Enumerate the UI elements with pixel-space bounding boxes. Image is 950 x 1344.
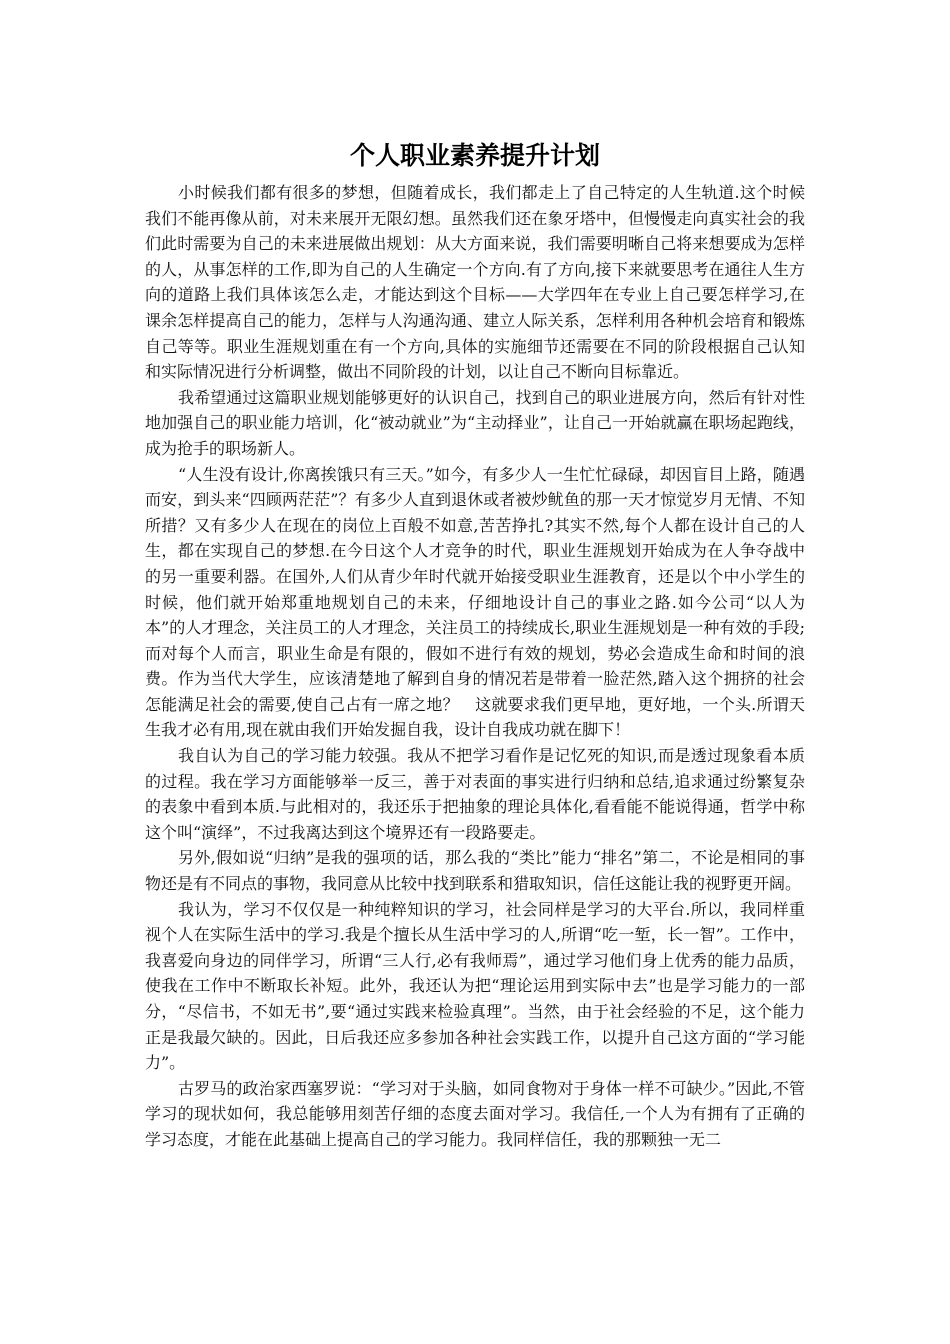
paragraph: 另外,假如说“归纳”是我的强项的话，那么我的“类比”能力“排名”第二，不论是相同的事物还是有不同点的事物，我同意从比较中找到联系和猎取知识，信任这能让我的视野更开阔。 <box>145 848 805 894</box>
document-body <box>145 180 805 1153</box>
paragraph: “人生没有设计,你离挨饿只有三天。”如今，有多少人一生忙忙碌碌，却因盲目上路，随遇而安，到头来“四顾两茫茫”？有多少人直到退休或者被炒鱿鱼的那一天才惊觉岁月无情、不知所措？又有多少人在现在的岗位上百般不如意,苦苦挣扎?其实不然,每个人都在设计自己的人生，都在实现自己的梦想.在今日这个人才竞争的时代，职业生涯规划开始成为在人争夺战中的另一重要利器。在国外,人们从青少年时代就开始接受职业生涯教育，还是以个中小学生的时候，他们就开始郑重地规划自己的未来，仔细地设计自己的事业之路.如今公司“以人为本”的人才理念，关注员工的人才理念，关注员工的持续成长,职业生涯规划是一种有效的手段;而对每个人而言，职业生命是有限的，假如不进行有效的规划，势必会造成生命和时间的浪费。作为当代大学生，应该清楚地了解到自身的情况若是带着一脸茫然,踏入这个拥挤的社会怎能满足社会的需要,使自己占有一席之地？ 这就要求我们更早地，更好地，一个头.所谓天生我才必有用,现在就由我们开始发掘自我，设计自我成功就在脚下！ <box>145 464 805 740</box>
paragraph: 古罗马的政治家西塞罗说：“学习对于头脑，如同食物对于身体一样不可缺少。”因此,不管学习的现状如何，我总能够用刻苦仔细的态度去面对学习。我信任,一个人为有拥有了正确的学习态度，才能在此基础上提高自己的学习能力。我同样信任，我的那颗独一无二 <box>145 1078 805 1149</box>
paragraph: 我认为，学习不仅仅是一种纯粹知识的学习，社会同样是学习的大平台.所以，我同样重视个人在实际生活中的学习.我是个擅长从生活中学习的人,所谓“吃一堑，长一智”。工作中，我喜爱向身边的同伴学习，所谓“三人行,必有我师焉”，通过学习他们身上优秀的能力品质，使我在工作中不断取长补短。此外，我还认为把“理论运用到实际中去”也是学习能力的一部分，“尽信书，不如无书”,要“通过实践来检验真理”。当然，由于社会经验的不足，这个能力正是我最欠缺的。因此，日后我还应多参加各种社会实践工作，以提升自己这方面的“学习能力”。 <box>145 899 805 1073</box>
paragraph: 我希望通过这篇职业规划能够更好的认识自己，找到自己的职业进展方向，然后有针对性地加强自己的职业能力培训，化“被动就业”为“主动择业”，让自己一开始就赢在职场起跑线，成为抢手的职场新人。 <box>145 387 805 458</box>
paragraph: 我自认为自己的学习能力较强。我从不把学习看作是记忆死的知识,而是透过现象看本质的过程。我在学习方面能够举一反三，善于对表面的事实进行归纳和总结,追求通过纷繁复杂的表象中看到本质.与此相对的，我还乐于把抽象的理论具体化,看看能不能说得通，哲学中称这个叫“演绎”，不过我离达到这个境界还有一段路要走。 <box>145 746 805 842</box>
paragraph: 小时候我们都有很多的梦想，但随着成长，我们都走上了自己特定的人生轨道.这个时候我们不能再像从前，对未来展开无限幻想。虽然我们还在象牙塔中，但慢慢走向真实社会的我们此时需要为自己的未来进展做出规划：从大方面来说，我们需要明晰自己将来想要成为怎样的人，从事怎样的工作,即为自己的人生确定一个方向.有了方向,接下来就要思考在通往人生方向的道路上我们具体该怎么走，才能达到这个目标——大学四年在专业上自己要怎样学习,在课余怎样提高自己的能力，怎样与人沟通沟通、建立人际关系，怎样利用各种机会培育和锻炼自己等等。职业生涯规划重在有一个方向,具体的实施细节还需要在不同的阶段根据自己认知和实际情况进行分析调整，做出不同阶段的计划，以让自己不断向目标靠近。 <box>145 183 805 382</box>
document-title: 个人职业素养提升计划 <box>349 141 600 170</box>
